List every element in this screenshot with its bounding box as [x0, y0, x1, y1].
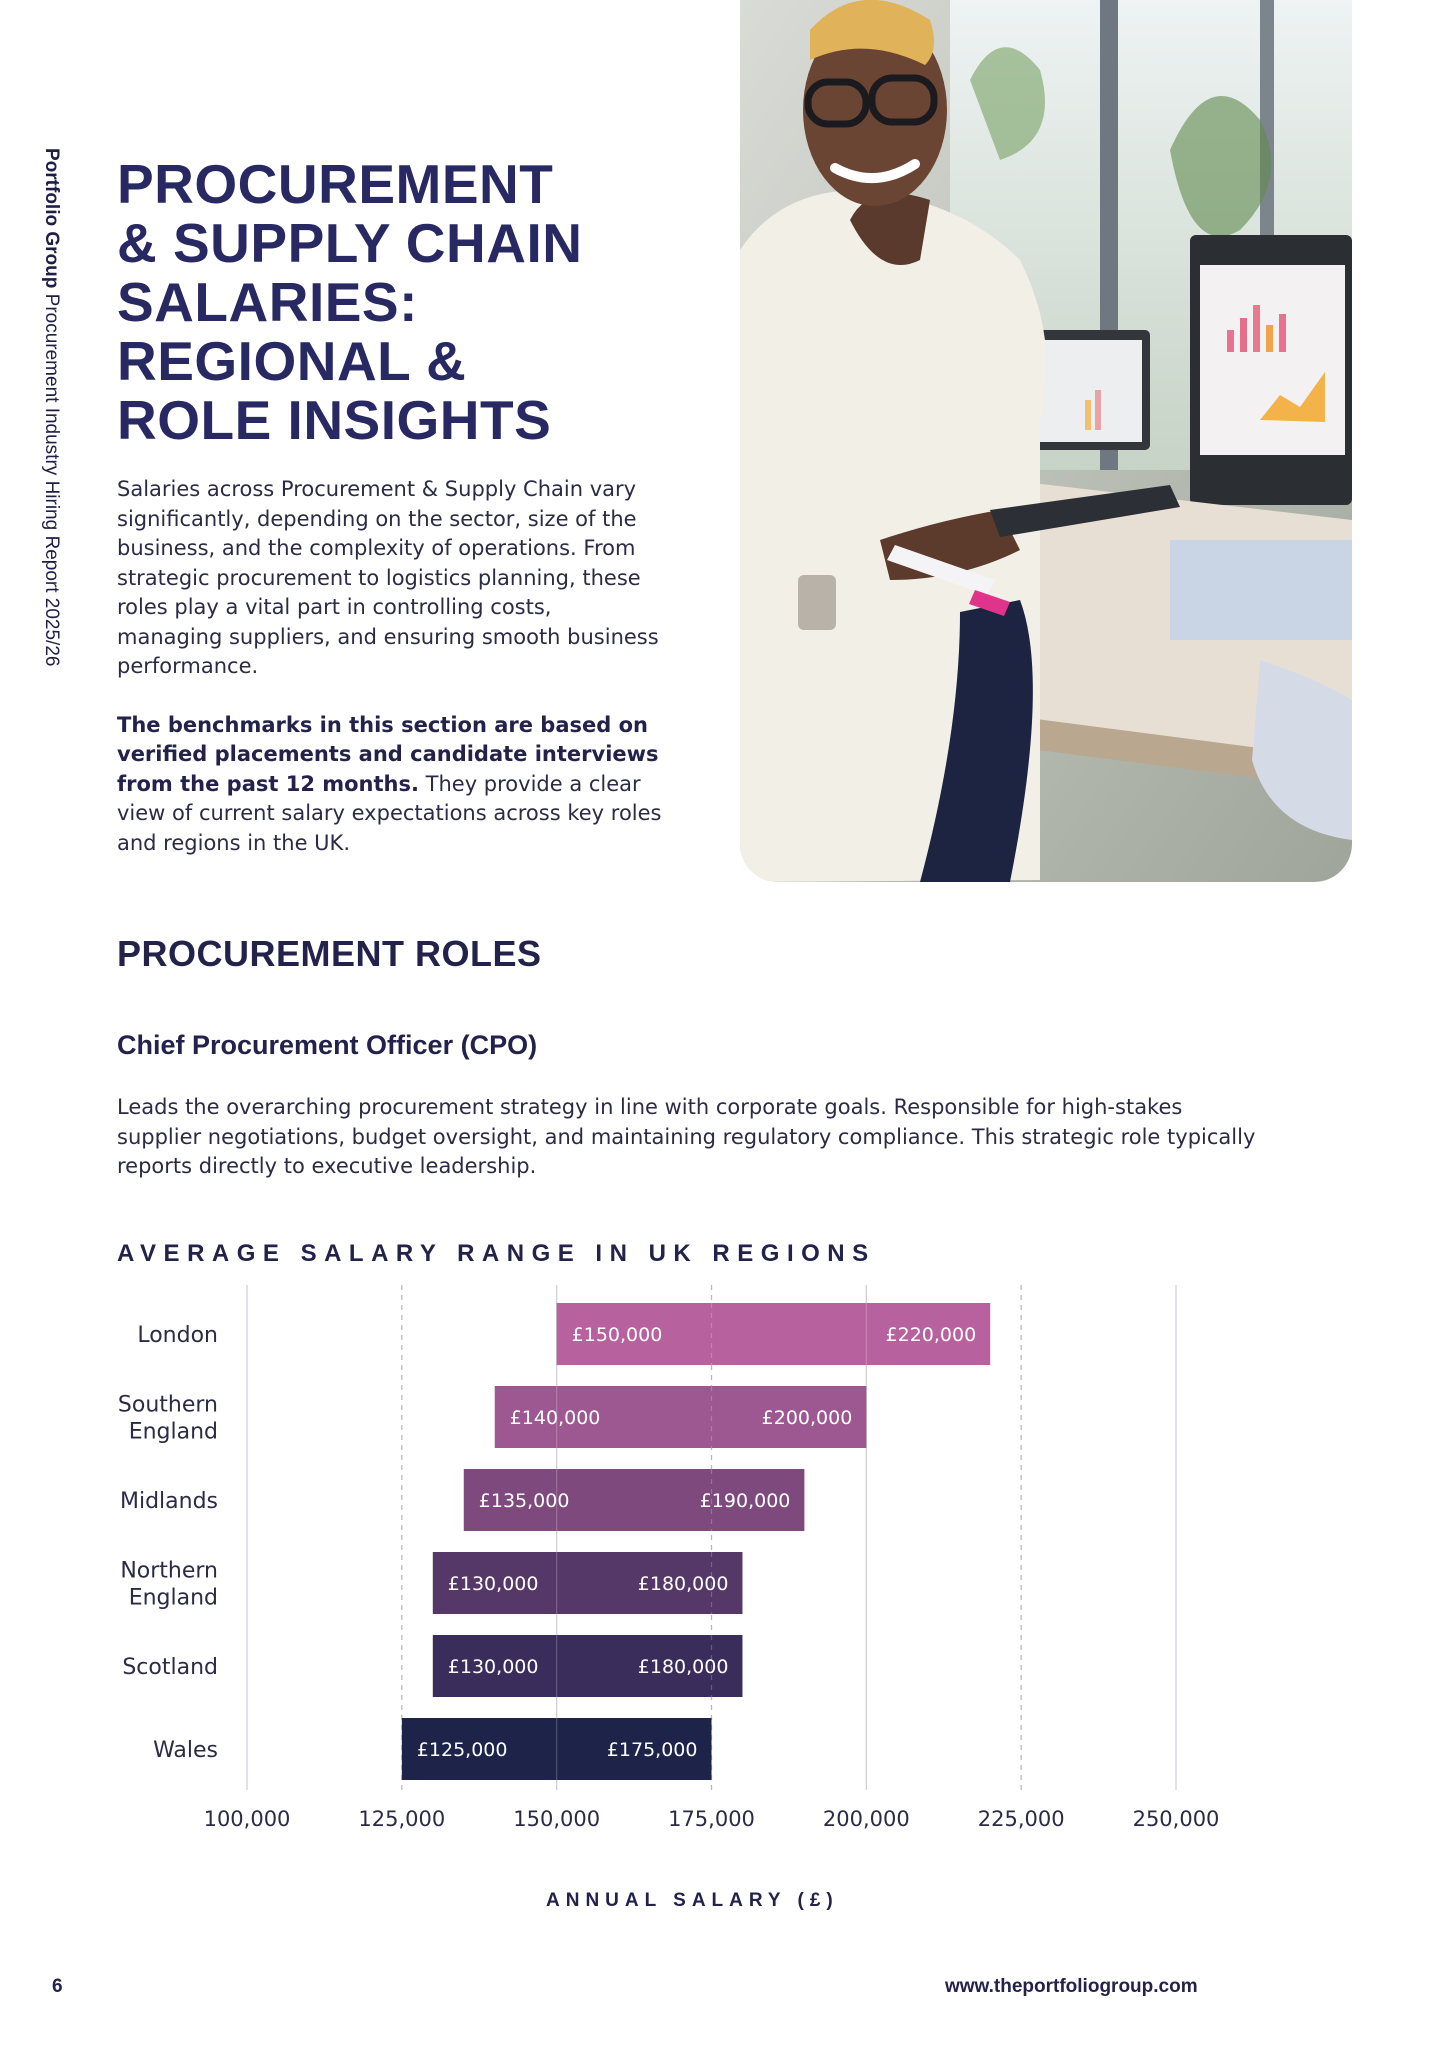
region-label: Southern: [117, 1392, 218, 1418]
role-title: Chief Procurement Officer (CPO): [117, 1030, 538, 1060]
x-tick-label: 200,000: [822, 1807, 910, 1831]
x-tick-label: 150,000: [513, 1807, 601, 1831]
title-line: REGIONAL &: [117, 330, 467, 392]
region-label: Northern: [120, 1558, 218, 1584]
region-label: Scotland: [122, 1655, 218, 1680]
max-salary-label: £180,000: [637, 1573, 729, 1595]
intro-paragraph: Salaries across Procurement & Supply Chain vary significantly, depending on the sector, size of the business, and the complexity of operations. From strategic procurement to logistics planning, these roles play a vital part in controlling costs, managing suppliers, and ensuring smooth business performance.: [117, 477, 659, 678]
region-label: England: [128, 1585, 218, 1611]
x-tick-label: 250,000: [1132, 1807, 1220, 1831]
min-salary-label: £130,000: [447, 1573, 539, 1595]
title-line: PROCUREMENT: [117, 153, 554, 215]
region-label: Midlands: [119, 1489, 218, 1514]
min-salary-label: £150,000: [571, 1324, 663, 1346]
role-description: Leads the overarching procurement strategy in line with corporate goals. Responsible for high-stakes supplier negotiations, budget oversight, and maintaining regulatory compliance. This strategic role typically reports directly to executive leadership.: [117, 1095, 1256, 1178]
page-number: 6: [52, 1976, 63, 1997]
chart-title: AVERAGE SALARY RANGE IN UK REGIONS: [117, 1240, 876, 1267]
title-line: & SUPPLY CHAIN: [117, 212, 583, 274]
x-tick-label: 125,000: [358, 1807, 446, 1831]
max-salary-label: £180,000: [637, 1656, 729, 1678]
max-salary-label: £200,000: [761, 1407, 853, 1429]
max-salary-label: £175,000: [606, 1739, 698, 1761]
title-line: SALARIES:: [117, 271, 418, 333]
region-label: Wales: [153, 1738, 218, 1763]
brand-name: Portfolio Group: [41, 148, 62, 289]
min-salary-label: £135,000: [478, 1490, 570, 1512]
region-label: England: [128, 1419, 218, 1445]
x-tick-label: 175,000: [668, 1807, 755, 1831]
benchmark-bold: The benchmarks in this section are based on verified placements and candidate interviews from the past 12 months.: [117, 712, 659, 796]
section-title: PROCUREMENT ROLES: [117, 933, 542, 974]
min-salary-label: £140,000: [509, 1407, 601, 1429]
benchmark-rest: They provide a clear view of current salary expectations across key roles and regions in the UK.: [117, 771, 662, 855]
title-line: ROLE INSIGHTS: [117, 389, 552, 451]
min-salary-label: £130,000: [447, 1656, 539, 1678]
x-axis-label: ANNUAL SALARY (£): [546, 1890, 839, 1911]
website-link[interactable]: www.theportfoliogroup.com: [945, 1976, 1198, 1997]
max-salary-label: £190,000: [699, 1490, 791, 1512]
region-label: London: [137, 1323, 218, 1348]
min-salary-label: £125,000: [416, 1739, 508, 1761]
x-tick-label: 225,000: [977, 1807, 1065, 1831]
x-tick-label: 100,000: [203, 1807, 291, 1831]
report-name: Procurement Industry Hiring Report 2025/26: [41, 293, 62, 667]
max-salary-label: £220,000: [885, 1324, 977, 1346]
